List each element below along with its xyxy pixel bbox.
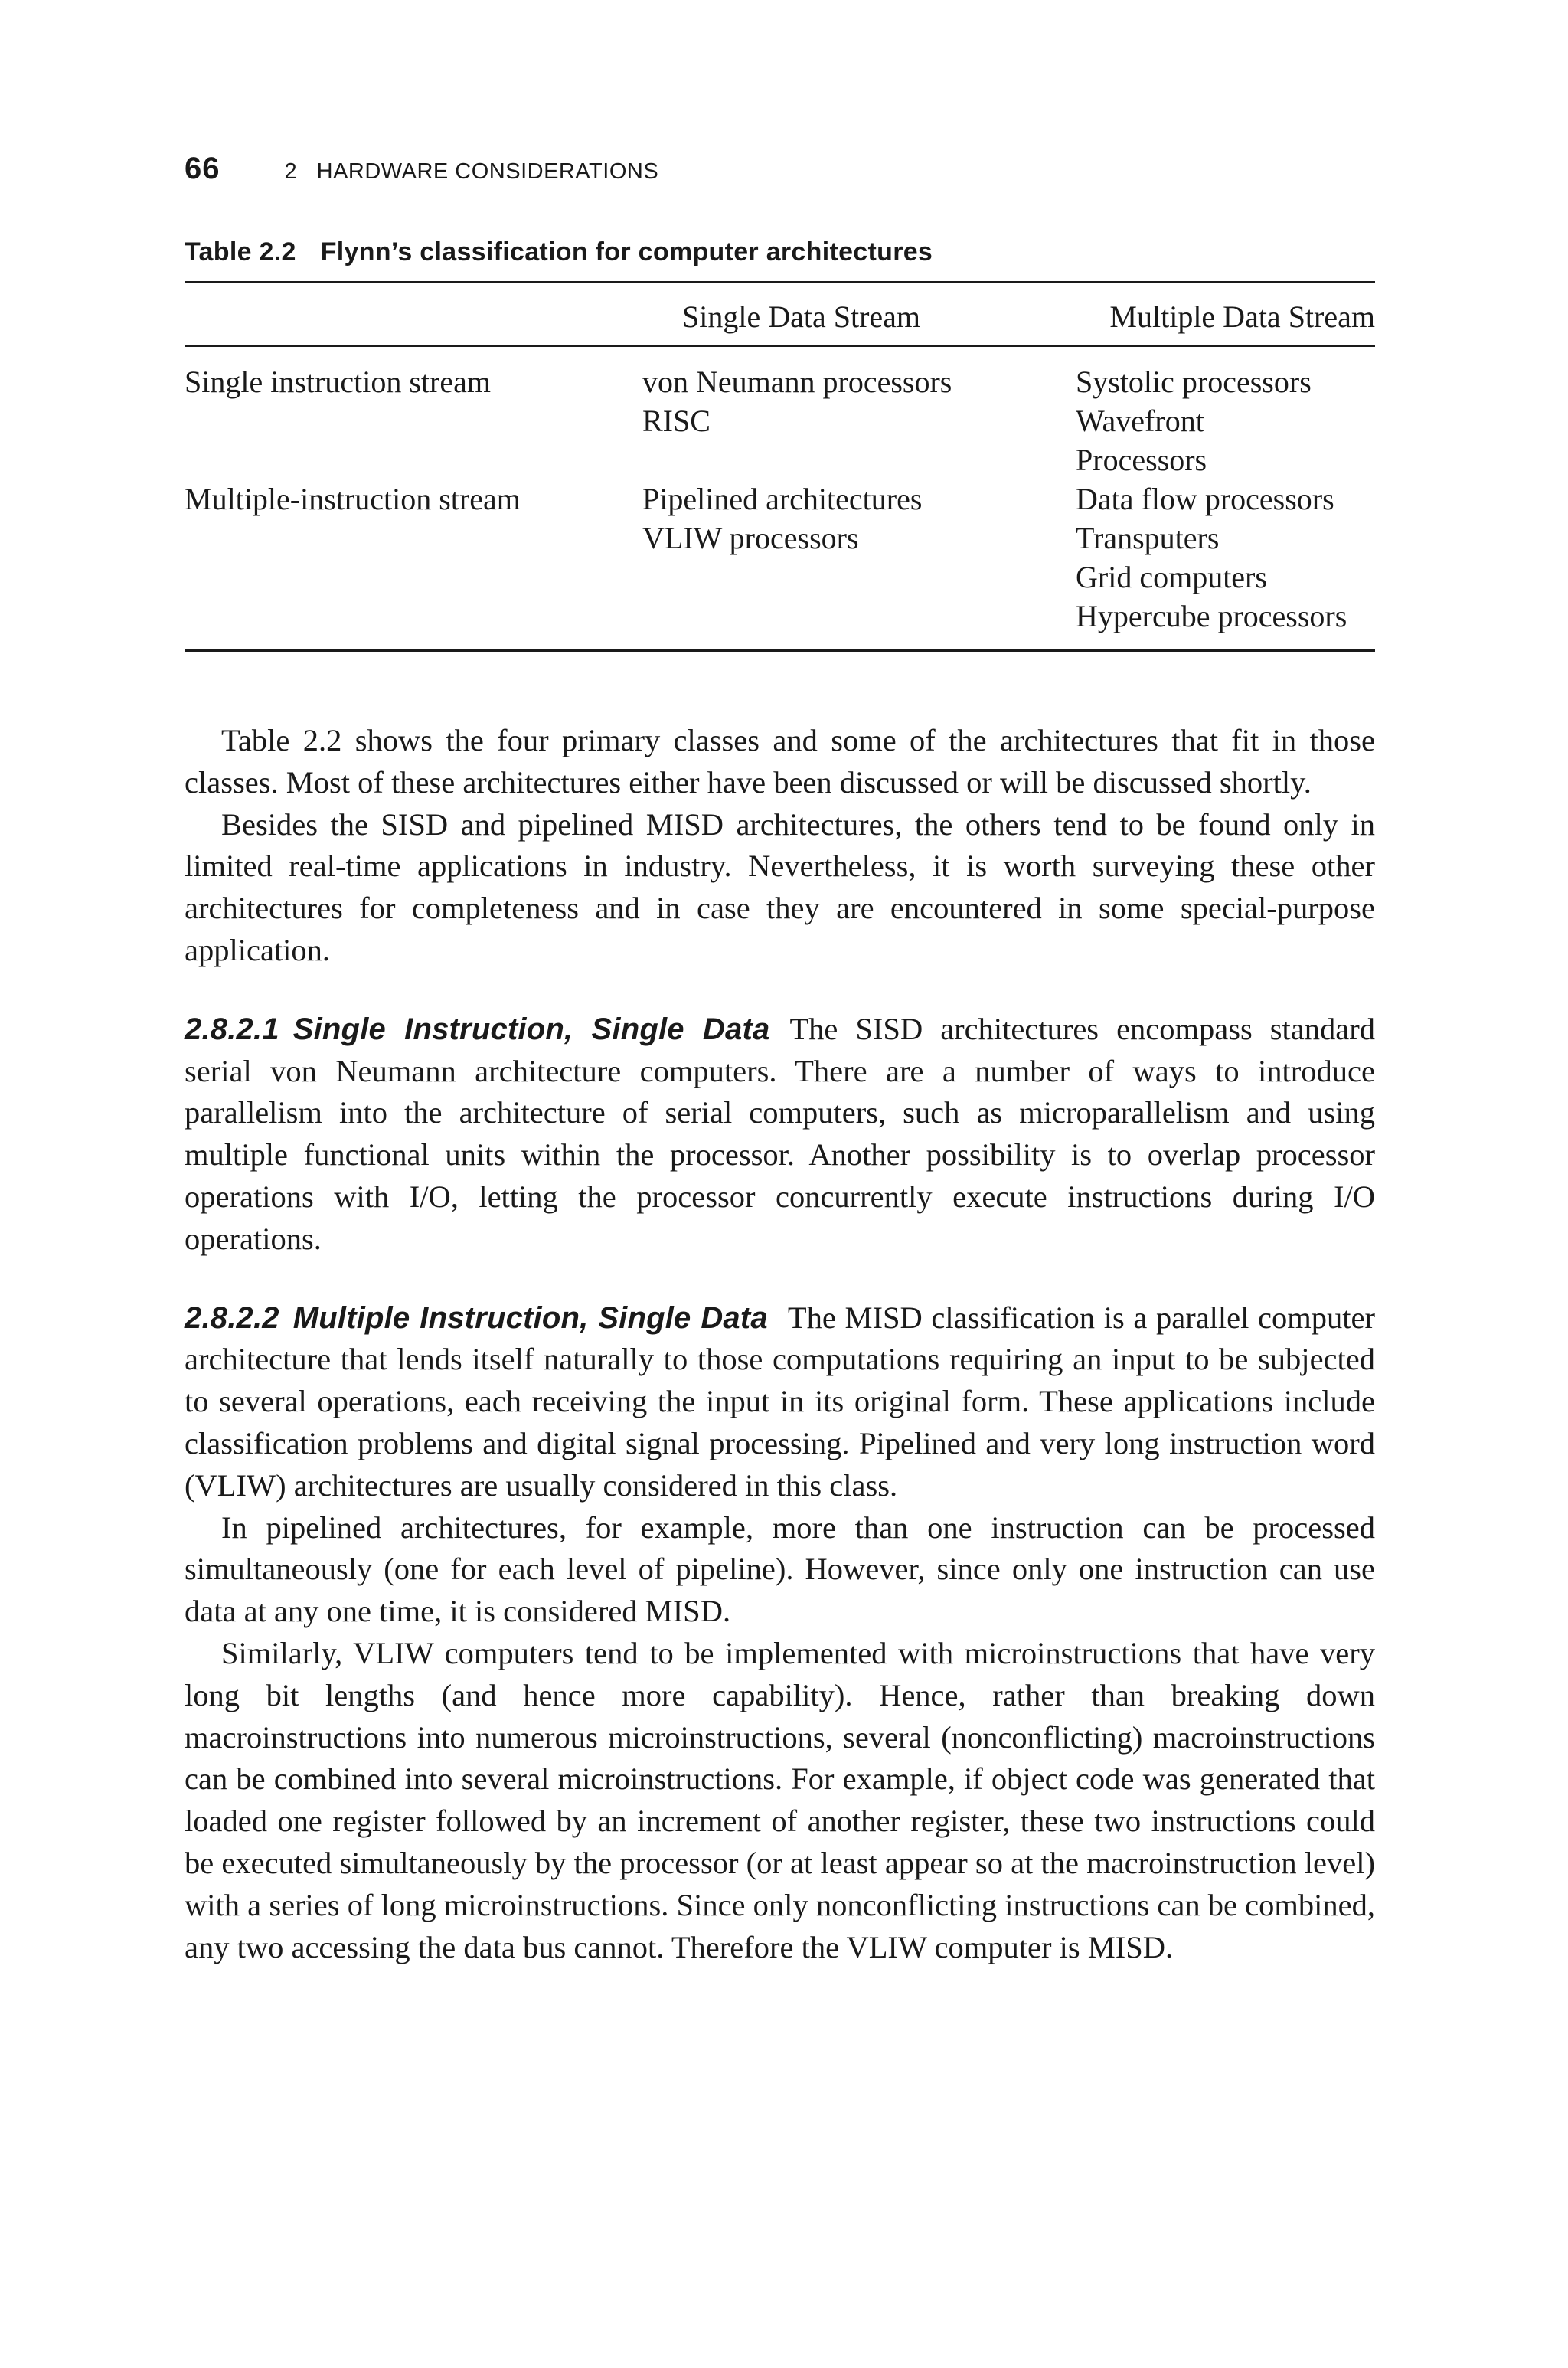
page-number: 66 (185, 152, 220, 185)
flynn-classification-table (185, 281, 1375, 652)
multiple-data-cell (1076, 479, 1375, 651)
section-text: The MISD classification is a parallel computer architecture that lends itself naturally to those computations requiring an input to be subjected to several operations, each receiving the input in its original form. These applications include classification problems and digital signal processing. Pipelined and very long instruction word (VLIW) architectures are usually considered in this class. (185, 1300, 1376, 1503)
section-number: 2.8.2.1 (185, 1012, 279, 1046)
paragraph: Besides the SISD and pipelined MISD architectures, the others tend to be found only in limited real-time applications in industry. Nevertheless, it is worth surveying these other architectures for completeness and in case they are encountered in some special-purpose application. (185, 806, 1375, 967)
section-title: Multiple Instruction, Single Data (292, 1300, 768, 1335)
section-misd (185, 1297, 1375, 1507)
section-text: The SISD architectures encompass standard serial von Neumann architecture computers. There are a number of ways to introduce parallelism into the architecture of serial computers, such as microparallelism and using multiple functional units within the processor. Another possibility is to overlap processor operations with I/O, letting the processor concurrently execute instructions during I/O operations. (185, 1011, 1375, 1256)
row-label: Multiple-instruction stream (185, 482, 521, 516)
chapter-title: HARDWARE CONSIDERATIONS (316, 159, 659, 184)
table-header-row (185, 283, 1375, 347)
section-title: Single Instruction, Single Data (292, 1012, 770, 1046)
section-gap (185, 1261, 1375, 1297)
paragraph: In pipelined architectures, for example, more than one instruction can be processed simultaneously (one for each level of pipeline). However, since only one instruction can use data at any one time, it is considered MISD. (185, 1509, 1375, 1629)
architecture-entry: Systolic processors (1076, 365, 1312, 399)
section-sisd (185, 1009, 1375, 1261)
table-row (185, 346, 1375, 479)
paragraph: Table 2.2 shows the four primary classes and some of the architectures that fit in those classes. Most of these architectures either have been discussed or will be discussed shortly. (185, 723, 1375, 800)
table-caption-title: Flynn’s classification for computer architectures (320, 237, 933, 267)
section-number: 2.8.2.2 (185, 1300, 279, 1335)
chapter-number: 2 (284, 159, 297, 184)
architecture-entry: Data flow processors (1076, 482, 1334, 516)
section-heading-misd (185, 1301, 768, 1335)
section-gap (185, 972, 1375, 1009)
column-header-single-data: Single Data Stream (682, 299, 921, 334)
architecture-entry: Processors (1076, 443, 1207, 477)
architecture-entry: VLIW processors (642, 521, 859, 555)
section-heading-sisd (185, 1012, 769, 1046)
single-data-cell (642, 346, 1076, 479)
row-label-cell (185, 479, 642, 651)
row-label-cell (185, 346, 642, 479)
architecture-entry: RISC (642, 404, 710, 438)
architecture-entry: Grid computers (1076, 560, 1267, 594)
paragraph: Similarly, VLIW computers tend to be implemented with microinstructions that have very long bit lengths (and hence more capability). Hence, rather than breaking down macroinstructions into numerous microinstructions, several (nonconflicting) macroinstructions can be combined into several microinstructions. For example, if object code was generated that loaded one register followed by an increment of another register, these two instructions could be executed simultaneously by the processor (or at least appear so at the macroinstruction level) with a series of long microinstructions. Since only nonconflicting instructions can be combined, any two accessing the data bus cannot. Therefore the VLIW computer is MISD. (185, 1635, 1375, 1964)
architecture-entry: Hypercube processors (1076, 599, 1348, 633)
column-header-blank (185, 283, 642, 347)
row-label: Single instruction stream (185, 365, 491, 399)
running-head (185, 152, 1379, 186)
architecture-entry: Wavefront (1076, 404, 1204, 438)
architecture-entry: Transputers (1076, 521, 1220, 555)
architecture-entry: Pipelined architectures (642, 482, 923, 516)
table-caption (185, 237, 933, 267)
table-caption-label: Table 2.2 (185, 237, 296, 267)
body-text (185, 720, 1375, 1968)
multiple-data-cell (1076, 346, 1375, 479)
table-row (185, 479, 1375, 651)
column-header-multiple-data: Multiple Data Stream (1109, 299, 1375, 334)
architecture-entry: von Neumann processors (642, 365, 952, 399)
single-data-cell (642, 479, 1076, 651)
